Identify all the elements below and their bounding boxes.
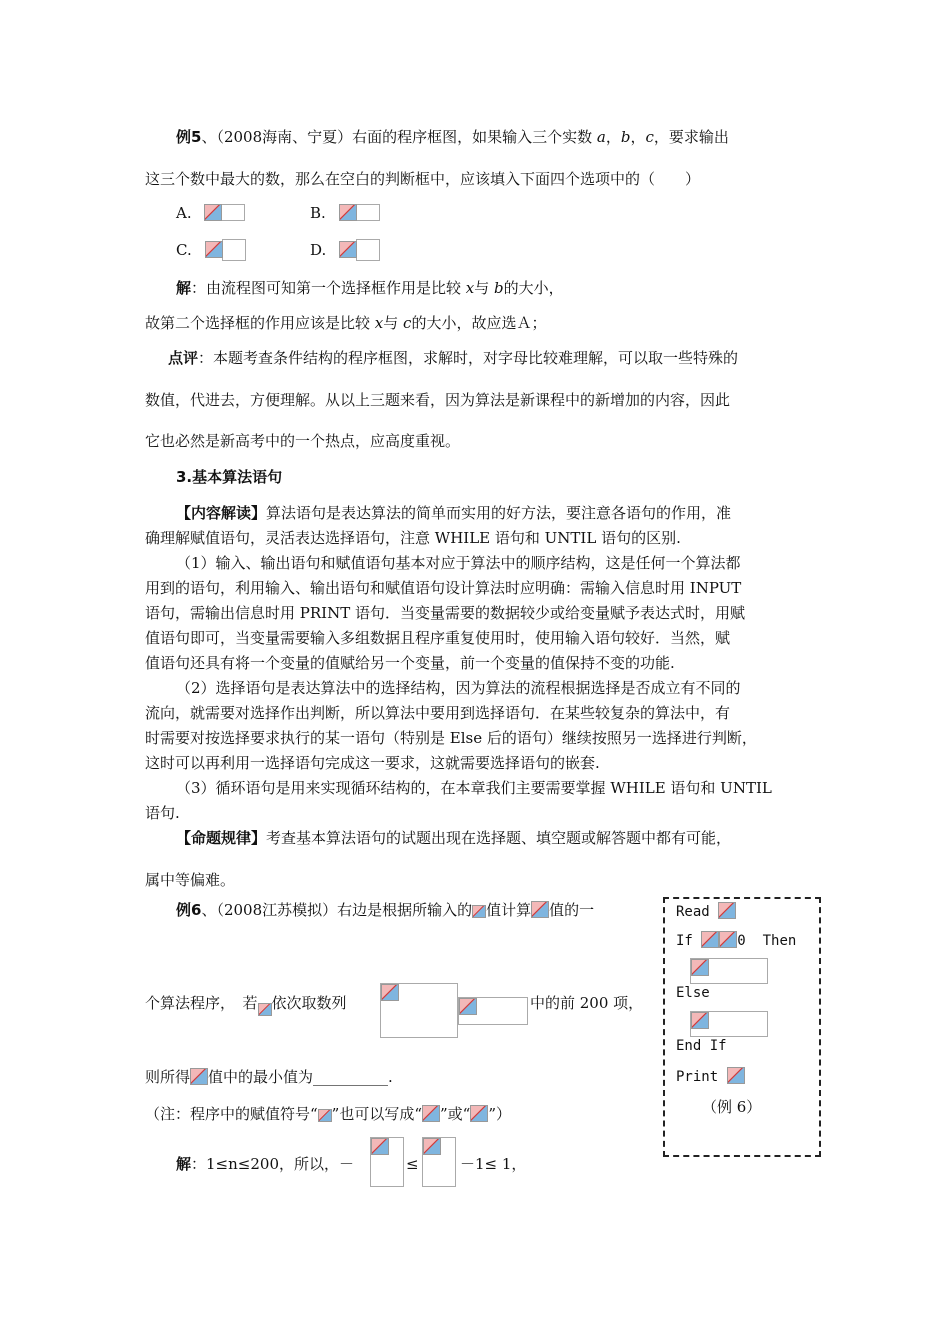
- ex6-solution-end: －1≤ 1，: [460, 1155, 527, 1173]
- x-var-icon: [258, 1003, 272, 1016]
- option-b: B.: [310, 203, 380, 223]
- prog-if: If 0 Then: [676, 933, 797, 949]
- assign-alt1-icon: [422, 1105, 440, 1122]
- assign-alt2-icon: [470, 1105, 488, 1122]
- ex6-solution-leq: ≤: [406, 1155, 419, 1173]
- else-statement-box: [690, 1011, 768, 1037]
- cond-op-icon: [719, 931, 737, 948]
- ex5-solution-line2: 故第二个选择框的作用应该是比较 x与 c的大小，故应选Ａ；: [145, 314, 547, 332]
- option-c-box: [222, 239, 246, 261]
- program-caption: （例 6）: [702, 1098, 762, 1116]
- sequence-image-icon: [381, 984, 399, 1001]
- ex6-note: （注：程序中的赋值符号“ ”也可以写成“ ”或“ ”）: [145, 1105, 512, 1123]
- prog-read: Read: [676, 902, 736, 920]
- option-d-image-icon: [339, 241, 357, 258]
- rule-line2: 属中等偏难。: [145, 871, 236, 889]
- option-c-image-icon: [205, 241, 223, 258]
- option-c: C.: [176, 239, 246, 261]
- para1-line1: （1）输入、输出语句和赋值语句基本对应于算法中的顺序结构，这是任何一个算法都: [176, 554, 741, 572]
- ex5-line2: 这三个数中最大的数，那么在空白的判断框中，应该填入下面四个选项中的（ ）: [145, 170, 701, 188]
- ex5-solution-line1: 解：由流程图可知第一个选择框作用是比较 x与 b的大小，: [176, 279, 564, 297]
- then-statement-box: [690, 958, 768, 984]
- ex5-comment-line3: 它也必然是新高考中的一个热点，应高度重视。: [145, 432, 461, 450]
- sequence-formula-box: [380, 983, 458, 1038]
- fraction2-image-icon: [423, 1138, 441, 1155]
- para1-line4: 值语句即可，当变量需要输入多组数据且程序重复使用时，使用输入语句较好．当然，赋: [145, 629, 731, 647]
- cond-var-icon: [701, 931, 719, 948]
- para2-line2: 流向，就需要对选择作出判断，所以算法中要用到选择语句．在某些较复杂的算法中，有: [145, 704, 731, 722]
- else-image-icon: [691, 1012, 709, 1029]
- fraction-box-1: [370, 1137, 404, 1187]
- ex6-line2a: 个算法程序， 若 依次取数列: [145, 993, 347, 1016]
- fraction-box-2: [422, 1137, 456, 1187]
- read-var-icon: [718, 902, 736, 919]
- ex5-comment-line1: 点评：本题考查条件结构的程序框图，求解时，对字母比较难理解，可以取一些特殊的: [168, 349, 739, 367]
- para3-line2: 语句.: [145, 804, 180, 822]
- ex5-comment-line2: 数值，代进去，方便理解。从以上三题来看，因为算法是新课程中的新增加的内容，因此: [145, 391, 731, 409]
- print-var-icon: [727, 1067, 745, 1084]
- para1-line3: 语句，需输出信息时用 PRINT 语句．当变量需要的数据较少或给变量赋予表达式时，用赋: [145, 604, 745, 622]
- option-b-box: [356, 204, 380, 221]
- ex6-line2c: 中的前 200 项，: [530, 994, 644, 1012]
- prog-else: Else: [676, 985, 710, 1001]
- y-result-icon: [190, 1068, 208, 1085]
- option-a-box: [221, 204, 245, 221]
- para2-line1: （2）选择语句是表达算法中的选择结构，因为算法的流程根据选择是否成立有不同的: [176, 679, 741, 697]
- para2-line4: 这时可以再利用一选择语句完成这一要求，这就需要选择语句的嵌套.: [145, 754, 600, 772]
- prog-print: Print: [676, 1067, 745, 1085]
- para2-line3: 时需要对按选择要求执行的某一语句（特别是 Else 后的语句）继续按照另一选择进行判断，: [145, 729, 757, 747]
- ex5-label: 例5: [176, 128, 202, 146]
- option-a-image-icon: [204, 204, 222, 221]
- ex5-line1: 例5、（2008海南、宁夏）右面的程序框图，如果输入三个实数 a，b，c，要求输出: [176, 128, 729, 146]
- x-image-icon: [472, 905, 486, 918]
- sequence-term-box: [458, 997, 528, 1025]
- rule-line1: 【命题规律】考查基本算法语句的试题出现在选择题、填空题或解答题中都有可能，: [176, 829, 732, 847]
- content-reading-line1: 【内容解读】算法语句是表达算法的简单而实用的好方法，要注意各语句的作用，准: [176, 504, 732, 522]
- ex6-solution: 解：1≤n≤200，所以，－: [176, 1155, 354, 1173]
- option-d-box: [356, 239, 380, 261]
- then-image-icon: [691, 959, 709, 976]
- para3-line1: （3）循环语句是用来实现循环结构的，在本章我们主要需要掌握 WHILE 语句和 UNTIL: [176, 779, 772, 797]
- term-image-icon: [459, 998, 477, 1015]
- para1-line5: 值语句还具有将一个变量的值赋给另一个变量，前一个变量的值保持不变的功能.: [145, 654, 675, 672]
- para1-line2: 用到的语句，利用输入、输出语句和赋值语句设计算法时应明确：需输入信息时用 INPUT: [145, 579, 742, 597]
- prog-endif: End If: [676, 1038, 727, 1054]
- y-image-icon: [531, 901, 549, 918]
- option-b-image-icon: [339, 204, 357, 221]
- option-a: A.: [176, 203, 245, 223]
- ex6-line1: 例6、（2008江苏模拟）右边是根据所输入的 值计算 值的一: [176, 901, 595, 919]
- fraction1-image-icon: [371, 1138, 389, 1155]
- section-title: 3.基本算法语句: [176, 468, 283, 486]
- content-reading-line2: 确理解赋值语句，灵活表达选择语句，注意 WHILE 语句和 UNTIL 语句的区别.: [145, 529, 681, 547]
- option-d: D.: [310, 239, 380, 261]
- ex6-line3: 则所得 值中的最小值为__________.: [145, 1068, 393, 1086]
- assign-symbol-icon: [318, 1109, 332, 1122]
